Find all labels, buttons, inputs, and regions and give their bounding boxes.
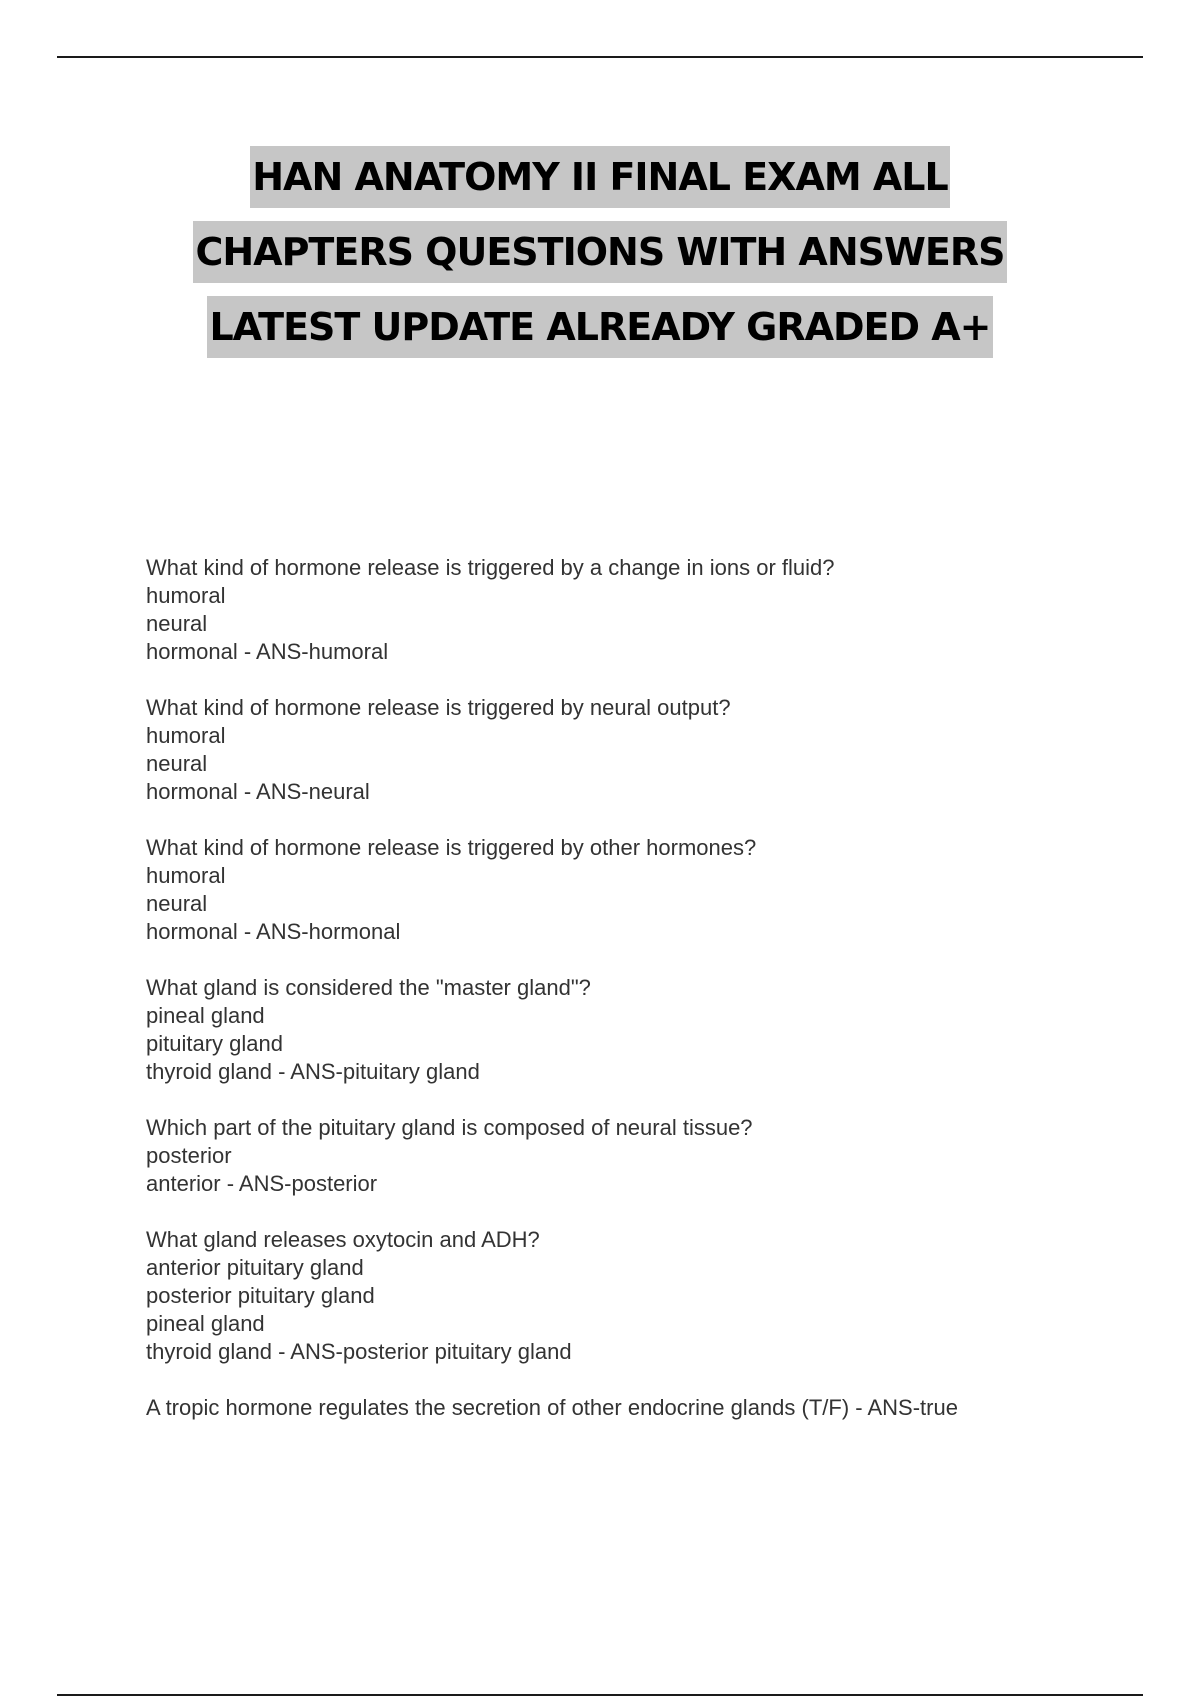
title-line-1: HAN ANATOMY II FINAL EXAM ALL <box>0 146 1200 221</box>
question-list <box>146 554 1146 1450</box>
answer-line: humoral <box>146 723 226 748</box>
answer-line: posterior pituitary gland <box>146 1283 375 1308</box>
answer-line: neural <box>146 751 208 776</box>
question-item-2 <box>146 694 1146 806</box>
top-rule <box>57 56 1143 58</box>
question-item-4 <box>146 974 1146 1086</box>
answer-line: pituitary gland <box>146 1031 283 1056</box>
answer-line: hormonal - ANS-hormonal <box>146 919 401 944</box>
answer-line: neural <box>146 891 208 916</box>
answer-line: neural <box>146 611 208 636</box>
answer-line: thyroid gland - ANS-posterior pituitary gland <box>146 1339 572 1364</box>
title-line-3: LATEST UPDATE ALREADY GRADED A+ <box>0 296 1200 371</box>
question-text: Which part of the pituitary gland is composed of neural tissue? <box>146 1115 753 1140</box>
document-title <box>0 146 1200 371</box>
question-text: What kind of hormone release is triggered by other hormones? <box>146 835 757 860</box>
answer-line: humoral <box>146 863 226 888</box>
question-item-1 <box>146 554 1146 666</box>
question-text: What kind of hormone release is triggered by a change in ions or fluid? <box>146 555 835 580</box>
question-text: A tropic hormone regulates the secretion of other endocrine glands (T/F) - ANS-true <box>146 1395 958 1420</box>
answer-line: hormonal - ANS-neural <box>146 779 370 804</box>
question-item-3 <box>146 834 1146 946</box>
answer-line: posterior <box>146 1143 232 1168</box>
question-text: What kind of hormone release is triggered by neural output? <box>146 695 731 720</box>
answer-line: anterior - ANS-posterior <box>146 1171 378 1196</box>
question-item-5 <box>146 1114 1146 1198</box>
answer-line: pineal gland <box>146 1003 265 1028</box>
title-line-2: CHAPTERS QUESTIONS WITH ANSWERS <box>0 221 1200 296</box>
answer-line: anterior pituitary gland <box>146 1255 364 1280</box>
answer-line: thyroid gland - ANS-pituitary gland <box>146 1059 480 1084</box>
question-text: What gland releases oxytocin and ADH? <box>146 1227 540 1252</box>
question-item-6 <box>146 1226 1146 1366</box>
answer-line: pineal gland <box>146 1311 265 1336</box>
bottom-rule <box>57 1694 1143 1696</box>
question-text: What gland is considered the "master gland"? <box>146 975 591 1000</box>
question-item-7 <box>146 1394 1146 1422</box>
answer-line: hormonal - ANS-humoral <box>146 639 389 664</box>
answer-line: humoral <box>146 583 226 608</box>
